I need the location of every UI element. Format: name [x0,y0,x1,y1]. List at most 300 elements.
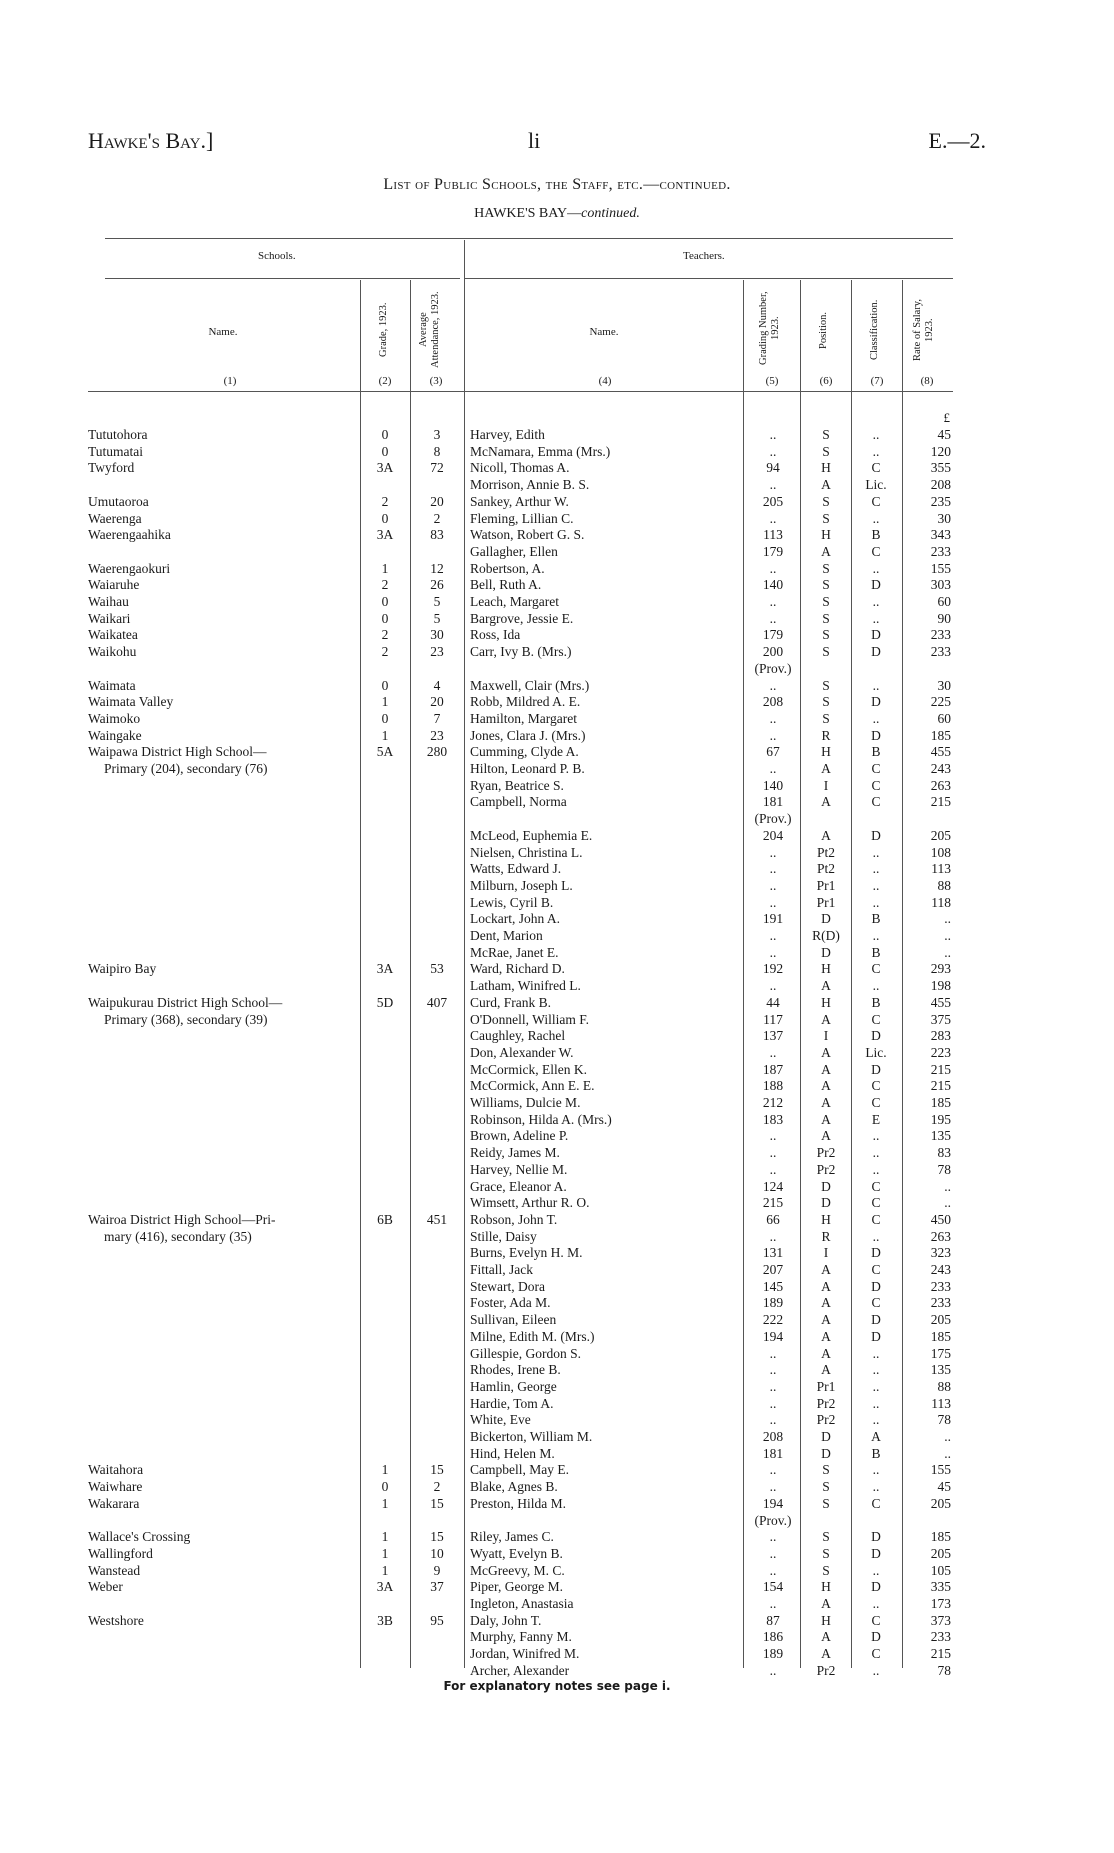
table-row [0,1095,1114,1112]
salary-cell: 373 [930,1612,951,1628]
table-row [0,1145,1114,1162]
salary-cell: 215 [930,1061,951,1077]
table-row [0,895,1114,912]
grading-number-cell: .. [769,944,777,960]
position-cell: Pr2 [816,1145,836,1161]
salary-cell: 105 [930,1562,951,1578]
classification-cell: D [871,1312,881,1328]
salary-cell: 88 [937,1378,951,1394]
table-row [0,1262,1114,1279]
salary-cell: .. [944,944,951,960]
classification-cell: C [871,1011,881,1027]
classification-cell: C [871,1211,881,1227]
salary-cell: 215 [930,1646,951,1662]
school-name-cell: Tututohora [88,427,148,442]
school-name-cell: Waitahora [88,1462,144,1478]
grade-cell: 1 [381,1462,389,1478]
attendance-cell: 10 [430,1545,444,1561]
grading-number-cell: 194 [762,1328,784,1344]
col-num-6: (6) [819,375,833,387]
table-row [0,1195,1114,1212]
page-number: li [528,128,541,153]
grading-number-cell: 200 [762,644,784,660]
table-row [0,494,1114,511]
classification-cell: .. [872,1145,880,1161]
salary-cell: 45 [937,1479,951,1495]
table-row [0,1563,1114,1580]
school-name-cell: Waerengaahika [88,527,171,543]
school-name-cell: Waimata [88,677,136,693]
teacher-name-cell: O'Donnell, William F. [470,1011,590,1027]
grading-number-cell: 131 [762,1245,784,1261]
classification-cell: .. [872,844,880,860]
salary-cell: 375 [930,1011,951,1027]
teacher-name-cell: Hind, Helen M. [470,1445,555,1461]
subtitle-continued: continued. [581,206,640,221]
teacher-name-cell: Gallagher, Ellen [470,543,558,559]
table-row [0,627,1114,644]
school-name-cell: Weber [88,1579,123,1595]
grade-cell: 3B [377,1612,393,1628]
salary-cell: 283 [930,1028,951,1044]
grade-cell: 3A [376,1579,394,1595]
position-cell: H [821,1612,831,1628]
teacher-name-cell: Carr, Ivy B. (Mrs.) [470,644,572,660]
school-name-cell: Wakarara [88,1495,140,1511]
classification-cell: C [871,1295,881,1311]
grading-number-cell: .. [769,727,777,743]
salary-cell: 155 [930,1462,951,1478]
teachers-rule [465,278,953,279]
school-name-cell: Wairoa District High School—Pri- [88,1211,276,1227]
grading-number-cell: .. [769,1479,777,1495]
salary-cell: 293 [930,961,951,977]
position-cell: Pr1 [816,894,836,910]
grading-number-cell: 154 [762,1579,784,1595]
classification-cell: .. [872,894,880,910]
school-name-cell: Waimata Valley [88,694,174,710]
position-cell: S [822,710,830,726]
teacher-name-cell: Brown, Adeline P. [470,1128,569,1144]
teacher-name-cell: Latham, Winifred L. [470,978,581,994]
salary-cell: .. [944,1178,951,1194]
attendance-cell: 12 [430,560,444,576]
position-cell: S [822,627,830,643]
salary-cell: 45 [937,427,951,442]
grading-number-cell: 140 [762,777,784,793]
teacher-name-cell: Gillespie, Gordon S. [470,1345,581,1361]
teacher-name-cell: Preston, Hilda M. [470,1495,566,1511]
teacher-name-cell: Milne, Edith M. (Mrs.) [470,1328,595,1344]
teacher-name-cell: Foster, Ada M. [470,1295,551,1311]
grade-cell: 0 [381,510,389,526]
subtitle-region: HAWKE'S BAY— [474,206,582,221]
attendance-cell: 20 [430,694,444,710]
table-row [0,878,1114,895]
grading-number-cell: .. [769,1462,777,1478]
grading-number-cell: 187 [762,1061,784,1077]
salary-cell: 155 [930,560,951,576]
school-name-cell: Twyford [88,460,135,476]
teacher-name-cell: Campbell, May E. [470,1462,569,1478]
table-row [0,511,1114,528]
table-row [0,1229,1114,1246]
table-row [0,1479,1114,1496]
classification-cell: .. [872,1362,880,1378]
position-cell: D [821,911,831,927]
position-cell: A [821,978,831,994]
school-name-cell: Waingake [88,727,142,743]
grading-number-cell: (Prov.) [754,811,792,827]
attendance-cell: 72 [430,460,444,476]
table-row [0,1162,1114,1179]
salary-cell: 88 [937,877,951,893]
attendance-cell: 37 [430,1579,444,1595]
salary-cell: .. [944,911,951,927]
table-row [0,527,1114,544]
position-cell: S [822,510,830,526]
school-name-cell: Primary (368), secondary (39) [104,1011,268,1027]
grading-number-cell: .. [769,761,777,776]
col-num-8: (8) [920,375,934,387]
teacher-name-cell: McCormick, Ellen K. [470,1061,587,1077]
teacher-name-cell: Rhodes, Irene B. [470,1362,561,1378]
classification-cell: B [871,1445,881,1461]
classification-cell: .. [872,1412,880,1428]
grading-number-cell: 208 [762,1429,784,1444]
grading-number-cell: 186 [762,1629,784,1645]
salary-cell: 233 [930,543,951,559]
teacher-name-cell: Hamlin, George [470,1378,557,1394]
position-cell: R(D) [812,928,840,943]
attendance-cell: 23 [430,644,444,660]
table-row [0,1062,1114,1079]
salary-cell: 78 [937,1412,951,1428]
table-row [0,961,1114,978]
table-row [0,1346,1114,1363]
grade-cell: 0 [381,710,389,726]
grade-cell: 1 [381,1495,389,1511]
salary-cell: 108 [930,844,951,860]
grading-number-cell: .. [769,1362,777,1378]
grading-number-cell: 181 [762,794,784,810]
position-cell: I [823,1028,829,1044]
page-subtitle [0,206,1114,222]
teacher-name-cell: Ward, Richard D. [470,961,565,977]
salary-cell: 60 [937,710,951,726]
grading-number-cell: .. [769,710,777,726]
position-cell: H [821,460,831,476]
teacher-name-cell: Ryan, Beatrice S. [470,777,564,793]
position-cell: H [821,744,831,760]
classification-cell: .. [872,1662,880,1678]
grading-number-cell: .. [769,1562,777,1578]
table-row [0,1295,1114,1312]
teacher-name-cell: Robb, Mildred A. E. [470,694,581,710]
grading-number-cell: 204 [762,827,784,843]
salary-cell: 223 [930,1044,951,1060]
teacher-name-cell: Blake, Agnes B. [470,1479,558,1495]
teacher-name-cell: White, Eve [470,1412,531,1428]
attendance-cell: 15 [430,1529,444,1545]
salary-cell: 30 [937,677,951,693]
position-cell: S [822,1545,830,1561]
grading-number-cell: .. [769,443,777,459]
grading-number-cell: 124 [762,1178,784,1194]
teacher-name-cell: Nicoll, Thomas A. [470,460,570,476]
teacher-name-cell: Cumming, Clyde A. [470,744,579,760]
currency-symbol: £ [943,410,950,425]
attendance-cell: 26 [430,577,444,593]
header-bottom-rule [88,391,953,392]
table-row [0,1646,1114,1663]
grading-number-cell: 183 [762,1111,784,1127]
teacher-name-cell: Bickerton, William M. [470,1429,593,1444]
attendance-cell: 20 [430,493,444,509]
salary-cell: 185 [930,727,951,743]
classification-cell: D [871,1529,881,1545]
classification-cell: C [871,460,881,476]
classification-cell: .. [872,594,880,609]
attendance-cell: 2 [433,510,441,526]
position-cell: A [821,794,831,810]
school-name-cell: Umutaoroa [88,493,149,509]
classification-cell: .. [872,877,880,893]
classification-cell: C [871,1646,881,1662]
teacher-name-cell: Lockart, John A. [470,911,560,927]
grade-cell: 1 [381,1562,389,1578]
attendance-cell: 53 [430,961,444,977]
position-cell: A [821,1646,831,1662]
table-row [0,694,1114,711]
salary-cell: 233 [930,644,951,660]
table-row [0,928,1114,945]
attendance-cell: 5 [433,610,441,626]
school-name-cell: Tutumatai [88,443,144,459]
school-name-cell: Wallace's Crossing [88,1529,191,1545]
grade-cell: 1 [381,1529,389,1545]
salary-cell: 120 [930,443,951,459]
salary-cell: 30 [937,510,951,526]
teacher-name-cell: Nielsen, Christina L. [470,844,583,860]
school-name-cell: Waiaruhe [88,577,140,593]
grading-number-cell: 189 [762,1295,784,1311]
school-name-cell: Waerengaokuri [88,560,171,576]
position-cell: A [821,1011,831,1027]
grading-number-cell: 188 [762,1078,784,1094]
grade-cell: 5A [376,744,394,760]
classification-cell: .. [872,1378,880,1394]
table-row [0,460,1114,477]
teacher-name-cell: Hardie, Tom A. [470,1395,554,1411]
grading-number-cell: 137 [762,1028,784,1044]
grading-number-cell: 205 [762,493,784,509]
classification-cell: .. [872,1161,880,1177]
grade-cell: 0 [381,443,389,459]
position-cell: A [821,1345,831,1361]
position-cell: S [822,443,830,459]
teacher-name-cell: Watson, Robert G. S. [470,527,585,543]
grade-cell: 0 [381,427,389,442]
classification-cell: C [871,1178,881,1194]
salary-cell: 263 [930,1228,951,1244]
salary-cell: 243 [930,1262,951,1277]
grading-number-cell: .. [769,1662,777,1678]
classification-cell: D [871,1328,881,1344]
salary-cell: 215 [930,794,951,810]
salary-cell: 195 [930,1111,951,1127]
table-row [0,577,1114,594]
salary-cell: 233 [930,1295,951,1311]
position-cell: A [821,1061,831,1077]
salary-cell: 303 [930,577,951,593]
position-cell: A [821,1044,831,1060]
classification-cell: .. [872,861,880,877]
position-cell: Pt2 [816,844,835,860]
grading-number-cell: 191 [762,911,784,927]
grading-number-cell: 192 [762,961,784,977]
classification-cell: D [871,827,881,843]
table-row [0,845,1114,862]
position-cell: A [821,477,831,493]
grade-cell: 0 [381,610,389,626]
table-row [0,644,1114,661]
grading-number-cell: .. [769,1128,777,1144]
running-head-left: Hawke's Bay.] [88,128,214,153]
grading-number-cell: 66 [766,1211,780,1227]
table-row [0,1462,1114,1479]
grading-number-cell: 222 [762,1312,784,1328]
school-name-cell: Waipukurau District High School— [88,994,283,1010]
table-row [0,811,1114,828]
grading-number-cell: .. [769,844,777,860]
teacher-name-cell: Harvey, Nellie M. [470,1161,568,1177]
classification-cell: C [871,961,881,977]
position-cell: H [821,961,831,977]
table-row [0,1546,1114,1563]
school-name-cell: Waiwhare [88,1479,143,1495]
school-name-cell: Primary (204), secondary (76) [104,761,268,776]
col-head-grade: Grade, 1923. [378,302,389,358]
salary-cell: 185 [930,1095,951,1110]
classification-cell: D [871,694,881,710]
classification-cell: .. [872,1128,880,1144]
position-cell: S [822,694,830,710]
teacher-name-cell: Robertson, A. [470,560,545,576]
grading-number-cell: 87 [766,1612,780,1628]
classification-cell: B [871,744,881,760]
salary-cell: 205 [930,827,951,843]
position-cell: S [822,1479,830,1495]
school-name-cell: mary (416), secondary (35) [104,1228,252,1244]
col-num-4: (4) [598,375,612,387]
salary-cell: 78 [937,1662,951,1678]
teacher-name-cell: Leach, Margaret [470,594,559,609]
classification-cell: D [871,577,881,593]
classification-cell: C [871,1095,881,1110]
position-cell: H [821,1579,831,1595]
grading-number-cell: 181 [762,1445,784,1461]
position-cell: S [822,560,830,576]
salary-cell: 233 [930,1278,951,1294]
classification-cell: A [871,1429,881,1444]
grading-number-cell: .. [769,1545,777,1561]
school-name-cell: Wallingford [88,1545,153,1561]
table-row [0,1513,1114,1530]
grade-cell: 1 [381,727,389,743]
teacher-name-cell: Bell, Ruth A. [470,577,542,593]
salary-cell: 90 [937,610,951,626]
classification-cell: .. [872,560,880,576]
col-head-grading: Grading Number, 1923. [758,291,781,365]
table-row [0,1012,1114,1029]
grading-number-cell: (Prov.) [754,660,792,676]
salary-cell: 233 [930,1629,951,1645]
classification-cell: C [871,543,881,559]
grading-number-cell: 117 [763,1011,783,1027]
teacher-name-cell: Stewart, Dora [470,1278,545,1294]
grade-cell: 2 [381,493,389,509]
grading-number-cell: .. [769,1044,777,1060]
teacher-name-cell: Jones, Clara J. (Mrs.) [470,727,586,743]
grading-number-cell: 67 [766,744,780,760]
school-name-cell: Waipiro Bay [88,961,157,977]
col-num-7: (7) [870,375,884,387]
position-cell: A [821,1328,831,1344]
position-cell: A [821,1312,831,1328]
table-row [0,1446,1114,1463]
position-cell: S [822,1462,830,1478]
position-cell: Pr2 [816,1161,836,1177]
grading-number-cell: .. [769,861,777,877]
grading-number-cell: .. [769,594,777,609]
teacher-name-cell: Reidy, James M. [470,1145,560,1161]
table-row [0,427,1114,444]
teacher-name-cell: Dent, Marion [470,928,543,943]
grading-number-cell: .. [769,1378,777,1394]
grade-cell: 2 [381,577,389,593]
salary-cell: 215 [930,1078,951,1094]
page-title: List of Public Schools, the Staff, etc.—continued. [383,176,731,193]
table-row [0,1128,1114,1145]
classification-cell: .. [872,710,880,726]
position-cell: S [822,1495,830,1511]
table-row [0,1112,1114,1129]
grading-number-cell: .. [769,894,777,910]
position-cell: S [822,1562,830,1578]
col-head-position: Position. [818,311,829,349]
teacher-name-cell: Caughley, Rachel [470,1028,566,1044]
school-name-cell: Waimoko [88,710,141,726]
grading-number-cell: 194 [762,1495,784,1511]
classification-cell: C [871,1195,881,1211]
teacher-name-cell: Fittall, Jack [470,1262,533,1277]
salary-cell: 455 [930,744,951,760]
classification-cell: D [871,1579,881,1595]
grading-number-cell: 215 [762,1195,784,1211]
grading-number-cell: .. [769,1529,777,1545]
table-row [0,1179,1114,1196]
teacher-name-cell: Wyatt, Evelyn B. [470,1545,563,1561]
position-cell: R [821,1228,831,1244]
teacher-name-cell: Lewis, Cyril B. [470,894,554,910]
teacher-name-cell: Bargrove, Jessie E. [470,610,574,626]
grading-number-cell: .. [769,1596,777,1611]
teacher-name-cell: Don, Alexander W. [470,1044,574,1060]
salary-cell: 60 [937,594,951,609]
teacher-name-cell: McCormick, Ann E. E. [470,1078,595,1094]
schools-heading: Schools. [258,250,296,262]
